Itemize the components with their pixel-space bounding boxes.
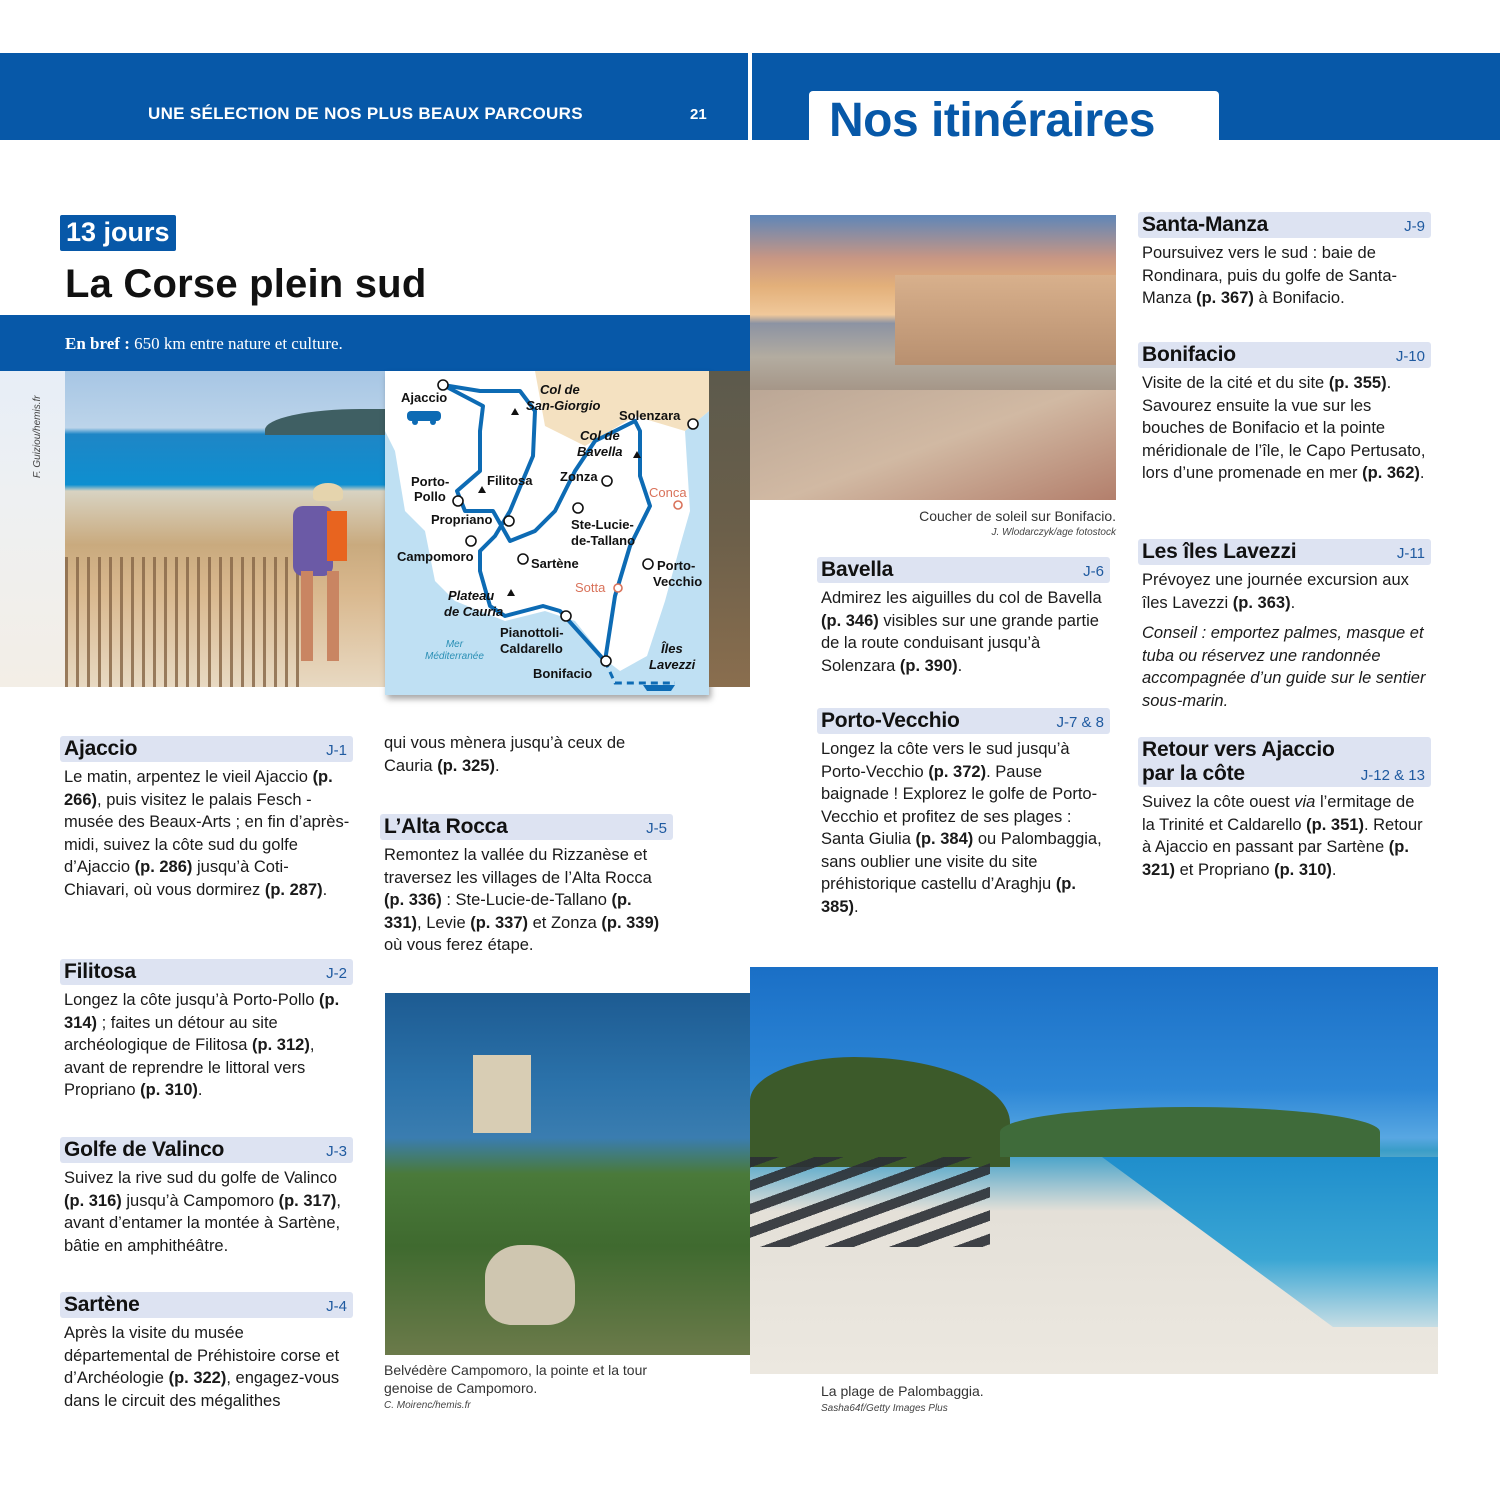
day-title: Filitosa: [64, 960, 136, 983]
page-reference: (p. 321): [1142, 838, 1409, 879]
day-number: J-6: [1083, 563, 1104, 580]
map-label-porto-pollo-2: Pollo: [414, 489, 446, 504]
page-reference: (p. 310): [140, 1081, 198, 1099]
day-description: Admirez les aiguilles du col de Bavella (p. 346) visibles sur une grande partie de la route conduisant jusqu’à Solenzara (p. 390).: [821, 589, 1102, 675]
day-number: J-5: [646, 820, 667, 837]
page-reference: (p. 317): [278, 1191, 337, 1210]
day-header: [817, 708, 1110, 734]
itinerary-day-iles-lavezzi: [1138, 539, 1431, 712]
day-header: [60, 1292, 353, 1318]
photo-palombaggia-beach: [750, 967, 1438, 1374]
itinerary-day-sartene-continued: [380, 732, 673, 777]
page-reference: (p. 336): [384, 891, 442, 909]
day-header: [817, 557, 1110, 583]
caption-palombaggia: La plage de Palombaggia.: [821, 1383, 984, 1399]
caption-campomoro-line1: Belvédère Campomoro, la pointe et la tour: [384, 1362, 648, 1378]
map-label-porto-pollo-1: Porto-: [411, 474, 450, 489]
day-header: [1138, 212, 1431, 238]
sea-label-line1: Mer: [445, 639, 464, 650]
photo-bonifacio-sunset: [750, 215, 1116, 500]
running-head: UNE SÉLECTION DE NOS PLUS BEAUX PARCOURS: [148, 104, 583, 123]
map-label-sotta: Sotta: [575, 580, 606, 595]
page-reference: (p. 314): [64, 991, 340, 1032]
photo-credit-hiker: F. Guiziou/hemis.fr: [32, 395, 43, 478]
day-title: Bavella: [821, 558, 894, 581]
route-map: [385, 371, 709, 695]
day-title-line2: par la côte: [1142, 762, 1245, 785]
page-reference: (p. 362): [1362, 464, 1420, 482]
day-number: J-3: [326, 1143, 347, 1160]
itinerary-day-filitosa: [60, 959, 353, 1102]
page-reference: (p. 316): [64, 1191, 122, 1210]
shirt-shape: [327, 511, 347, 561]
map-label-ste-lucie-1: Ste-Lucie-: [571, 517, 634, 532]
day-number: J-9: [1404, 218, 1425, 235]
citadel-shape: [895, 275, 1116, 365]
page-reference: (p. 372): [928, 762, 987, 781]
day-header: [1138, 737, 1431, 787]
caption-campomoro-line2: genoise de Campomoro.: [384, 1380, 538, 1396]
map-label-propriano: Propriano: [431, 512, 493, 527]
hat-shape: [313, 483, 343, 501]
map-label-plateau-cauria-2: de Cauria: [444, 604, 504, 619]
page-reference: (p. 331): [384, 891, 632, 932]
page-reference: (p. 287): [264, 880, 323, 899]
day-title-line1: Retour vers Ajaccio: [1142, 738, 1335, 761]
section-title: Nos itinéraires: [829, 94, 1155, 147]
map-label-pianottoli-2: Caldarello: [500, 641, 563, 656]
map-label-col-san-giorgio-1: Col de: [540, 382, 580, 397]
day-header: [60, 959, 353, 985]
tower-shape: [473, 1055, 531, 1133]
itinerary-day-alta-rocca: [380, 814, 673, 957]
itinerary-day-porto-vecchio: [817, 708, 1110, 918]
day-header: [60, 1137, 353, 1163]
page-reference: (p. 384): [915, 830, 974, 848]
day-header: [1138, 342, 1431, 368]
fence-shape: [65, 557, 305, 687]
page-reference: (p. 322): [168, 1369, 227, 1387]
page-reference: (p. 363): [1232, 593, 1291, 612]
day-number: J-11: [1396, 545, 1425, 562]
trees-shape: [750, 1057, 1010, 1167]
day-description: Longez la côte jusqu’à Porto-Pollo (p. 314) ; faites un détour au site archéologique de Filitosa (p. 312), avant de reprendre le littoral vers Propriano (p. 310).: [64, 991, 340, 1099]
day-title: Ajaccio: [64, 737, 138, 760]
page-reference: (p. 367): [1196, 289, 1254, 307]
brief-value: 650 km entre nature et culture.: [129, 334, 343, 353]
page-reference: (p. 339): [601, 913, 660, 932]
hill-shape: [265, 409, 385, 435]
day-number: J-7 & 8: [1056, 714, 1104, 731]
map-label-sartene: Sartène: [531, 556, 579, 571]
page-number: 21: [690, 106, 707, 123]
day-title: Sartène: [64, 1293, 140, 1316]
photo-edge-strip: [709, 371, 750, 687]
sea-shape: [1018, 1157, 1438, 1327]
map-label-col-bavella-1: Col de: [580, 428, 620, 443]
map-label-plateau-cauria-1: Plateau: [448, 588, 495, 603]
day-description: Prévoyez une journée excursion aux îles Lavezzi (p. 363).: [1142, 571, 1409, 612]
credit-bonifacio: J. Wlodarczyk/age fotostock: [991, 527, 1116, 538]
day-header: [60, 736, 353, 762]
day-description: Poursuivez vers le sud : baie de Rondinara, puis du golfe de Santa-Manza (p. 367) à Bonifacio.: [1142, 244, 1398, 307]
caption-campomoro: [384, 1361, 647, 1397]
photo-campomoro-tower: [385, 993, 750, 1355]
page-reference: (p. 325): [437, 756, 495, 775]
credit-campomoro: C. Moirenc/hemis.fr: [384, 1400, 471, 1411]
day-header: [380, 814, 673, 840]
map-label-ajaccio: Ajaccio: [401, 390, 448, 405]
itinerary-day-bavella: [817, 557, 1110, 677]
map-label-sea: [425, 639, 484, 663]
map-label-pianottoli-1: Pianottoli-: [500, 625, 564, 640]
brief-label: En bref :: [65, 334, 130, 353]
day-number: J-2: [326, 965, 347, 982]
photo-hiker-beach: [65, 371, 385, 687]
section-title-tab: [809, 91, 1219, 147]
map-label-solenzara: Solenzara: [619, 408, 681, 423]
itinerary-day-retour-ajaccio: [1138, 737, 1431, 881]
italic-text: via: [1294, 793, 1316, 811]
map-label-porto-vecchio-1: Porto-: [657, 558, 696, 573]
day-number: J-12 & 13: [1360, 767, 1425, 784]
hill-shape: [1000, 1107, 1380, 1157]
itinerary-day-sartene: [60, 1292, 353, 1412]
page-reference: (p. 385): [821, 875, 1076, 916]
page-reference: (p. 337): [470, 913, 529, 932]
legs-shape: [301, 571, 341, 661]
itinerary-day-santa-manza: [1138, 212, 1431, 310]
credit-palombaggia: Sasha64f/Getty Images Plus: [821, 1403, 948, 1414]
page-reference: (p. 286): [134, 858, 193, 876]
page-reference: (p. 346): [821, 611, 879, 630]
day-title: Les îles Lavezzi: [1142, 540, 1297, 563]
tip-text: Conseil : emportez palmes, masque et tuba ou réservez une randonnée accompagnée d’un guide sur le sentier sous-marin.: [1142, 624, 1426, 710]
map-label-col-san-giorgio-2: San-Giorgio: [526, 398, 601, 413]
map-label-ste-lucie-2: de-Tallano: [571, 533, 636, 548]
sunbeds-shape: [750, 1157, 990, 1247]
path-shape: [750, 390, 1116, 500]
map-label-zonza: Zonza: [560, 469, 598, 484]
rock-shape: [485, 1245, 575, 1325]
day-description: Suivez la côte ouest via l’ermitage de la Trinité et Caldarello (p. 351). Retour à Ajaccio en passant par Sartène (p. 321) et Propriano (p. 310).: [1142, 793, 1423, 879]
day-title: Golfe de Valinco: [64, 1138, 225, 1161]
map-label-iles-lavezzi-1: Îles: [661, 641, 683, 656]
day-description: Longez la côte vers le sud jusqu’à Porto-Vecchio (p. 372). Pause baignade ! Explorez le golfe de Porto-Vecchio et profitez de ses plages : Santa Giulia (p. 384) ou Palombaggia, sans oublier une visite du site préhistorique castellu d’Araghju (p. 385).: [821, 740, 1102, 916]
page-reference: (p. 312): [252, 1036, 310, 1054]
route-title: La Corse plein sud: [65, 262, 427, 306]
day-description: Après la visite du musée départemental de Préhistoire corse et d’Archéologie (p. 322), engagez-vous dans le circuit des mégalithes: [64, 1324, 340, 1410]
sea-label-line2: Méditerranée: [425, 651, 484, 662]
day-description: Suivez la rive sud du golfe de Valinco (p. 316) jusqu’à Campomoro (p. 317), avant d’entamer la montée à Sartène, bâtie en amphithéâtre.: [64, 1169, 341, 1255]
day-header: [1138, 539, 1431, 565]
day-number: J-10: [1395, 348, 1425, 365]
map-label-conca: Conca: [649, 485, 687, 500]
day-number: J-4: [326, 1298, 347, 1315]
map-label-iles-lavezzi-2: Lavezzi: [649, 657, 696, 672]
day-description: Le matin, arpentez le vieil Ajaccio (p. 266), puis visitez le palais Fesch - musée des Beaux-Arts ; en fin d’après-midi, suivez la côte sud du golfe d’Ajaccio (p. 286) jusqu’à Coti-Chiavari, où vous dormirez (p. 287).: [64, 768, 350, 899]
page-reference: (p. 390): [899, 656, 958, 675]
itinerary-day-ajaccio: [60, 736, 353, 901]
day-title: Porto-Vecchio: [821, 709, 960, 732]
header-band-left: [0, 53, 748, 140]
page-reference: (p. 310): [1274, 860, 1332, 879]
map-label-porto-vecchio-2: Vecchio: [653, 574, 703, 589]
itinerary-day-golfe-valinco: [60, 1137, 353, 1257]
day-title: Santa-Manza: [1142, 213, 1269, 236]
map-label-bonifacio: Bonifacio: [533, 666, 593, 681]
duration-badge: 13 jours: [60, 215, 176, 251]
day-description: Visite de la cité et du site (p. 355). Savourez ensuite la vue sur les bouches de Bonifacio et la pointe méridionale de l’île, le Capo Pertusato, lors d’une promenade en mer (p. 362).: [1142, 374, 1426, 482]
day-title: L’Alta Rocca: [384, 815, 508, 838]
itinerary-day-bonifacio: [1138, 342, 1431, 485]
page-reference: (p. 351): [1306, 815, 1364, 834]
day-description-continued: qui vous mènera jusqu’à ceux de Cauria (p. 325).: [384, 734, 626, 775]
map-label-col-bavella-2: Bavella: [577, 444, 623, 459]
day-description: Remontez la vallée du Rizzanèse et traversez les villages de l’Alta Rocca (p. 336) : Ste-Lucie-de-Tallano (p. 331), Levie (p. 337) et Zonza (p. 339) où vous ferez étape.: [384, 846, 660, 954]
day-number: J-1: [326, 742, 347, 759]
page-reference: (p. 266): [64, 768, 333, 809]
map-label-campomoro: Campomoro: [397, 549, 474, 564]
brief-summary: [65, 334, 343, 354]
map-label-filitosa: Filitosa: [487, 473, 533, 488]
caption-bonifacio: Coucher de soleil sur Bonifacio.: [919, 508, 1116, 524]
page-reference: (p. 355): [1328, 374, 1387, 392]
day-title: Bonifacio: [1142, 343, 1236, 366]
